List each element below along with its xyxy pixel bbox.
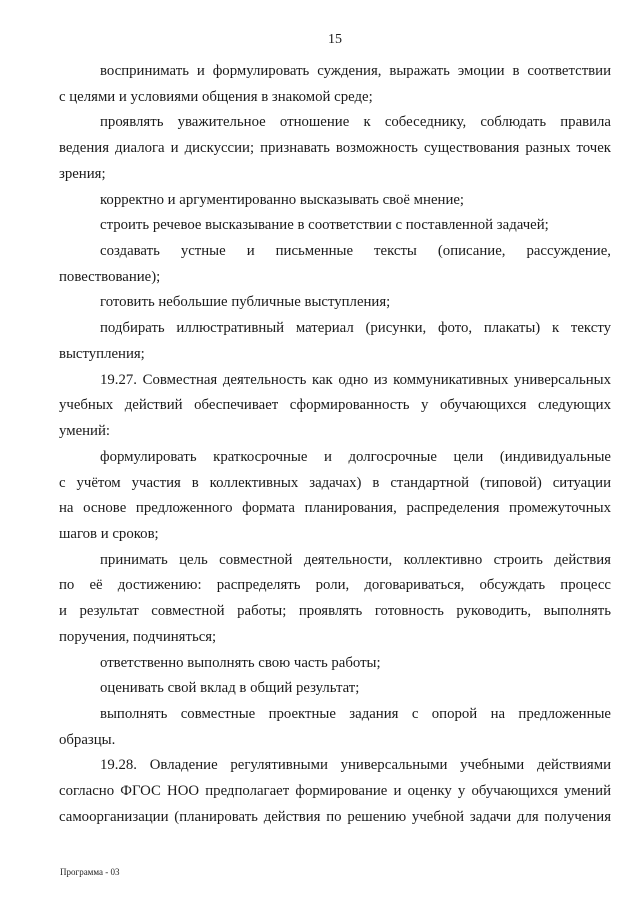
text-line: строить речевое высказывание в соответствии с поставленной задачей; bbox=[100, 217, 549, 234]
paragraph bbox=[59, 753, 611, 830]
text-line: умений: bbox=[59, 423, 111, 440]
paragraph bbox=[59, 368, 611, 445]
text-line: согласно ФГОС НОО предполагает формирование и оценку у обучающихся умений bbox=[59, 783, 611, 800]
text-line: образцы. bbox=[59, 731, 116, 748]
paragraph bbox=[59, 548, 611, 651]
body-text bbox=[59, 59, 611, 831]
text-line: на основе предложенного формата планирования, распределения промежуточных bbox=[59, 500, 611, 517]
text-line: воспринимать и формулировать суждения, выражать эмоции в соответствии bbox=[100, 63, 611, 79]
text-line: подбирать иллюстративный материал (рисунки, фото, плакаты) к тексту bbox=[100, 320, 611, 337]
text-line: формулировать краткосрочные и долгосрочные цели (индивидуальные bbox=[100, 448, 611, 465]
paragraph bbox=[59, 239, 611, 290]
paragraph bbox=[59, 676, 611, 702]
page-number: 15 bbox=[328, 32, 342, 47]
text-line: проявлять уважительное отношение к собеседнику, соблюдать правила bbox=[100, 114, 611, 131]
text-line: оценивать свой вклад в общий результат; bbox=[100, 680, 360, 697]
paragraph bbox=[59, 290, 611, 316]
text-line: 19.27. Совместная деятельность как одно из коммуникативных универсальных bbox=[100, 371, 611, 388]
text-line: 19.28. Овладение регулятивными универсальными учебными действиями bbox=[100, 757, 611, 774]
text-line: принимать цель совместной деятельности, коллективно строить действия bbox=[100, 551, 611, 568]
paragraph bbox=[59, 188, 611, 214]
text-line: зрения; bbox=[59, 165, 106, 182]
text-line: самоорганизации (планировать действия по решению учебной задачи для получения bbox=[59, 808, 611, 825]
paragraph bbox=[59, 59, 611, 110]
text-line: ведения диалога и дискуссии; признавать возможность существования разных точек bbox=[59, 140, 611, 157]
text-line: выступления; bbox=[59, 345, 145, 362]
paragraph bbox=[59, 213, 611, 239]
page-footer: Программа - 03 bbox=[60, 867, 120, 877]
text-line: выполнять совместные проектные задания с опорой на предложенные bbox=[100, 705, 611, 722]
text-line: и результат совместной работы; проявлять готовность руководить, выполнять bbox=[59, 603, 611, 620]
text-line: с учётом участия в коллективных задачах) в стандартной (типовой) ситуации bbox=[59, 474, 611, 491]
paragraph bbox=[59, 702, 611, 753]
text-line: по её достижению: распределять роли, договариваться, обсуждать процесс bbox=[59, 577, 611, 594]
text-line: учебных действий обеспечивает сформированность у обучающихся следующих bbox=[59, 397, 611, 414]
text-line: корректно и аргументированно высказывать своё мнение; bbox=[100, 191, 465, 208]
text-line: ответственно выполнять свою часть работы; bbox=[100, 654, 381, 671]
text-line: готовить небольшие публичные выступления; bbox=[100, 294, 391, 311]
paragraph bbox=[59, 445, 611, 548]
paragraph bbox=[59, 110, 611, 187]
text-line: повествование); bbox=[59, 268, 161, 285]
paragraph bbox=[59, 316, 611, 367]
text-line: шагов и сроков; bbox=[59, 525, 159, 542]
text-line: поручения, подчиняться; bbox=[59, 628, 217, 645]
text-line: с целями и условиями общения в знакомой среде; bbox=[59, 88, 373, 105]
paragraph bbox=[59, 651, 611, 677]
text-line: создавать устные и письменные тексты (описание, рассуждение, bbox=[100, 243, 611, 260]
